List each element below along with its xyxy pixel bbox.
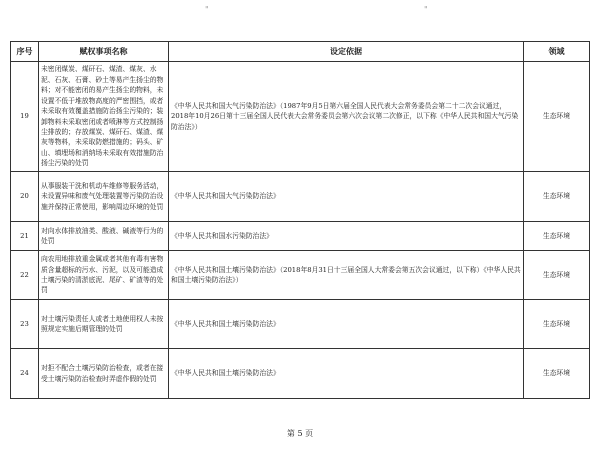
- domain-cell: 生态环境: [524, 62, 590, 172]
- legal-basis: 《中华人民共和国土壤污染防治法》: [169, 300, 524, 349]
- item-name: 向农用地排放重金属或者其他有毒有害物质含量超标的污水、污泥，以及可能造成土壤污染的清淤底泥、尾矿、矿渣等的处罚: [39, 251, 169, 300]
- domain-cell: 生态环境: [524, 300, 590, 349]
- table-row: [11, 222, 590, 251]
- header-domain: 领域: [524, 42, 590, 62]
- table-row: [11, 62, 590, 172]
- domain-cell: 生态环境: [524, 172, 590, 222]
- row-number: 19: [11, 62, 39, 172]
- row-number: 22: [11, 251, 39, 300]
- row-number: 23: [11, 300, 39, 349]
- table-row: [11, 251, 590, 300]
- legal-basis: 《中华人民共和国土壤污染防治法》（2018年8月31日十三届全国人大常委会第五次会议通过，以下称）《中华人民共和国土壤污染防治法》）: [169, 251, 524, 300]
- domain-cell: 生态环境: [524, 251, 590, 300]
- scan-mark: ": [424, 5, 428, 14]
- table-row: [11, 300, 590, 349]
- domain-cell: 生态环境: [524, 349, 590, 399]
- row-number: 20: [11, 172, 39, 222]
- legal-basis: 《中华人民共和国水污染防治法》: [169, 222, 524, 251]
- item-name: 对向水体排放油类、酸液、碱液等行为的处罚: [39, 222, 169, 251]
- item-name: 从事服装干洗和机动车维修等服务活动，未设置异味和废气处理装置等污染防治设施并保持正常使用，影响周边环境的处罚: [39, 172, 169, 222]
- table-header-row: [11, 42, 590, 62]
- table-row: [11, 172, 590, 222]
- item-name: 未密闭煤炭、煤矸石、煤渣、煤灰、水泥、石灰、石膏、砂土等易产生扬尘的物料；对不能密闭的易产生扬尘的物料，未设置不低于堆放物高度的严密围挡，或者未采取有效覆盖措施防治扬尘污染的；装卸物料未采取密闭或者喷淋等方式控制扬尘排放的；存放煤炭、煤矸石、煤渣、煤灰等物料，未采取防燃措施的；码头、矿山、填埋场和消纳场未采取有效措施防治扬尘污染的处罚: [39, 62, 169, 172]
- header-no: 序号: [11, 42, 39, 62]
- row-number: 21: [11, 222, 39, 251]
- row-number: 24: [11, 349, 39, 399]
- page-number: 第 5 页: [286, 429, 314, 438]
- table-row: [11, 349, 590, 399]
- authority-items-table: [10, 41, 590, 399]
- legal-basis: 《中华人民共和国土壤污染防治法》: [169, 349, 524, 399]
- legal-basis: 《中华人民共和国大气污染防治法》（1987年9月5日第六届全国人民代表大会常务委员会第二十二次会议通过，2018年10月26日第十三届全国人民代表大会常务委员会第六次会议第二次修正，以下称《中华人民共和国大气污染防治法》）: [169, 62, 524, 172]
- item-name: 对拒不配合土壤污染防治检查，或者在接受土壤污染防治检查时弄虚作假的处罚: [39, 349, 169, 399]
- legal-basis: 《中华人民共和国大气污染防治法》: [169, 172, 524, 222]
- header-basis: 设定依据: [169, 42, 524, 62]
- header-item: 赋权事项名称: [39, 42, 169, 62]
- item-name: 对土壤污染责任人或者土地使用权人未按照规定实施后期管理的处罚: [39, 300, 169, 349]
- scan-mark: ": [205, 5, 209, 14]
- domain-cell: 生态环境: [524, 222, 590, 251]
